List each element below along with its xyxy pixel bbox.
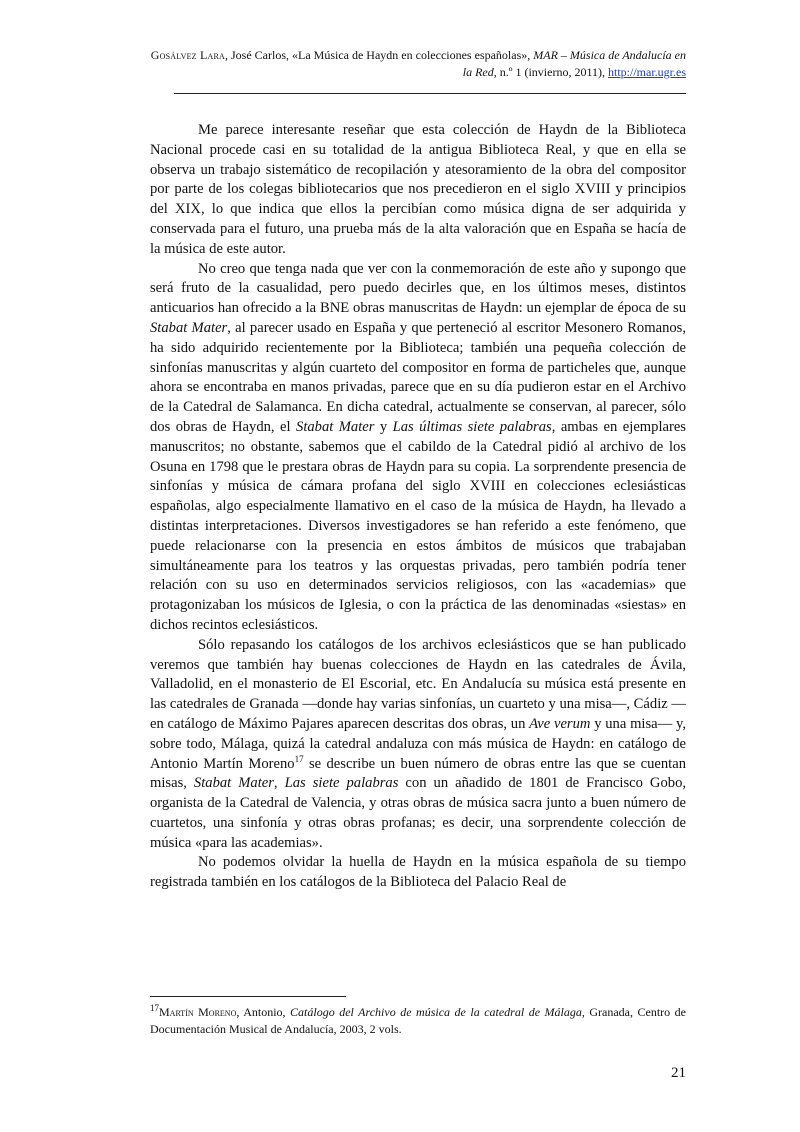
header-issue: , n.º 1 (invierno, 2011), [493,65,608,79]
article-body [150,121,686,893]
footnote-divider [150,996,346,997]
header-journal: MAR – Música de Andalucía en la Red [462,48,686,79]
header-divider [174,93,686,94]
paragraph: No podemos olvidar la huella de Haydn en la música española de su tiempo registrada también en los catálogos de la Biblioteca del Palacio Real de [150,854,686,891]
footnote-title: Catálogo del Archivo de música de la catedral de Málaga [290,1005,582,1019]
page-number: 21 [671,1065,686,1081]
footnote-ref[interactable]: 17 [294,753,304,764]
paragraph: Me parece interesante reseñar que esta colección de Haydn de la Biblioteca Nacional procede casi en su totalidad de la antigua Biblioteca Real, y que en ella se observa un trabajo sistemático de recopilación y atesoramiento de la obra del compositor por parte de los colegas bibliotecarios que nos precedieron en el siglo XVIII y principios del XIX, lo que indica que ellos la percibían como música digna de ser adquirida y conservada para el futuro, una prueba más de la alta valoración que en España se hacía de la música de este autor. [150,122,686,257]
running-header: Gosálvez Lara, José Carlos, «La Música de Haydn en colecciones españolas», MAR – Música de Andalucía en la Red, n.º 1 (invierno, 2011), http://mar.ugr.es [150,48,686,79]
paragraph: No creo que tenga nada que ver con la conmemoración de este año y supongo que será fruto de la casualidad, pero puedo decirles que, en los últimos meses, distintos anticuarios han ofrecido a la BNE obras manuscritas de Haydn: un ejemplar de época de su Stabat Mater, al parecer usado en España y que perteneció al escritor Mesonero Romanos, ha sido adquirido recientemente por la Biblioteca; también una pequeña colección de sinfonías manuscritas y algún cuarteto del compositor en forma de particheles que, aunque ahora se encontraba en manos privadas, parece que en su día pudieron estar en el Archivo de la Catedral de Salamanca. En dicha catedral, actualmente se conservan, al parecer, sólo dos obras de Haydn, el Stabat Mater y Las últimas siete palabras, ambas en ejemplares manuscritos; no obstante, sabemos que el cabildo de la Catedral pidió al archivo de los Osuna en 1798 que le prestara obras de Haydn para su copia. La sorprendente presencia de sinfonías y música de cámara profana del siglo XVIII en colecciones eclesiásticas españolas, algo especialmente llamativo en el caso de la música de Haydn, ha llevado a distintas interpretaciones. Diversos investigadores se han referido a este fenómeno, que puede relacionarse con la presencia en estos ámbitos de músicos que trabajaban simultáneamente para los teatros y las orquestas privadas, pero también podría tener relación con su uso en determinados servicios religiosos, con las «academias» que protagonizaban los músicos de Iglesia, o con la práctica de las denominadas «siestas» en dichos recintos eclesiásticos. [150,260,686,633]
header-article-title: «La Música de Haydn en colecciones españolas» [292,48,528,62]
footnote-author-surname: Martín Moreno [159,1005,237,1019]
footnote-number: 17 [150,1003,159,1013]
header-author-given: , José Carlos, [225,48,292,62]
header-author-surname: Gosálvez Lara [150,48,225,62]
footnote: $^{17}$Martín Moreno, Antonio, Catálogo del Archivo de música de la catedral de Málaga, Granada, Centro de Documentación Musical de Andalucía, 2003, 2 vols. [150,1003,686,1036]
header-url-link[interactable]: http://mar.ugr.es [608,65,686,79]
paragraph: Sólo repasando los catálogos de los archivos eclesiásticos que se han publicado veremos que también hay buenas colecciones de Haydn en las catedrales de Ávila, Valladolid, en el monasterio de El Escorial, etc. En Andalucía su música está presente en las catedrales de Granada —donde hay varias sinfonías, un cuarteto y una misa—, Cádiz —en catálogo de Máximo Pajares aparecen descritas dos obras, un Ave verum y una misa— y, sobre todo, Málaga, quizá la catedral andaluza con más música de Haydn: en catálogo de Antonio Martín Moreno$^{17}$ se describe un buen número de obras entre las que se cuentan misas, Stabat Mater, Las siete palabras con un añadido de 1801 de Francisco Gobo, organista de la Catedral de Valencia, y otras obras de música sacra junto a buen número de cuartetos, una sinfonía y otras obras profanas; es decir, una sorprendente colección de música «para las academias». [150,636,687,851]
